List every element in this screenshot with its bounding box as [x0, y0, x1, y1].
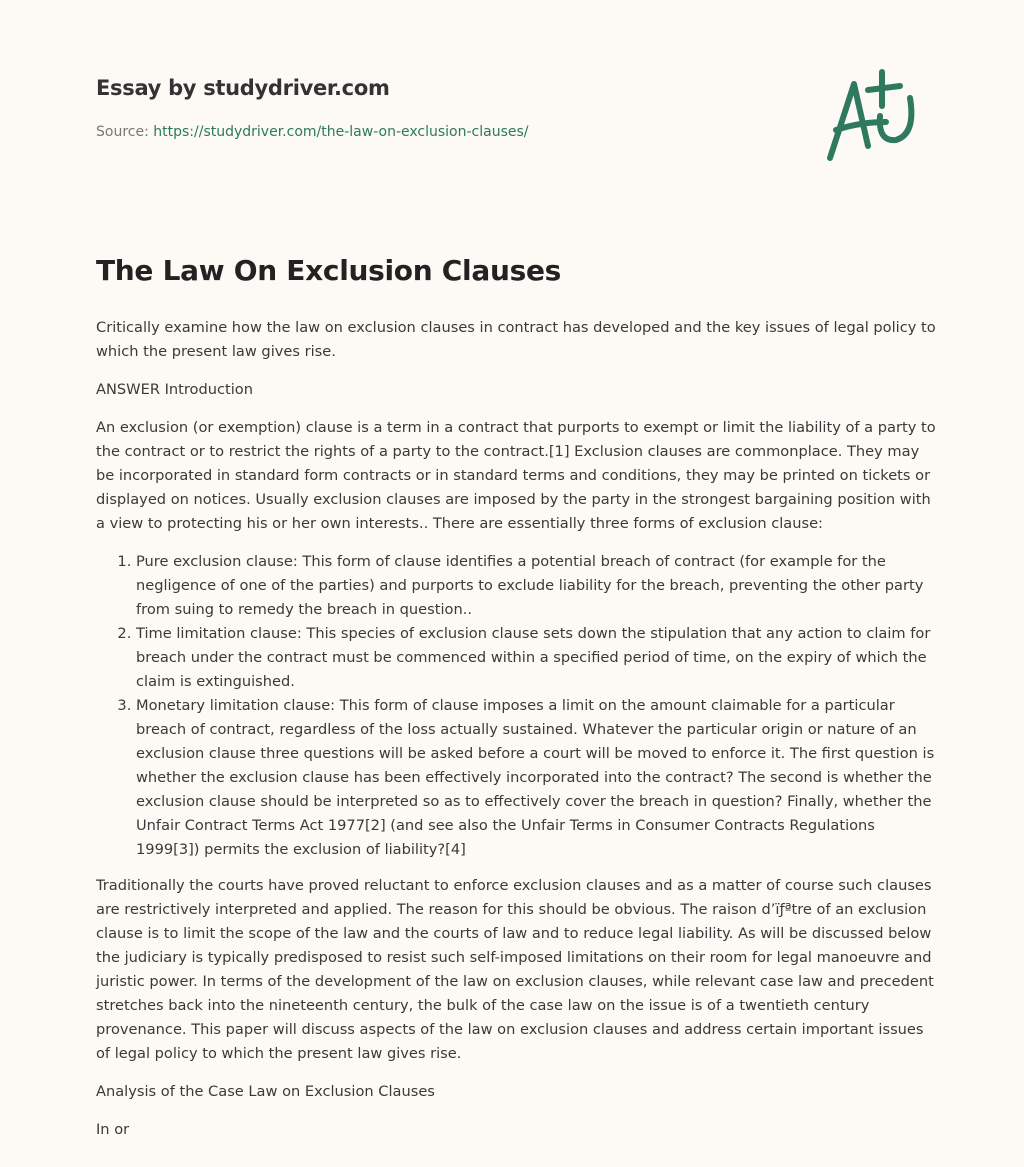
body-paragraph: Traditionally the courts have proved reluctant to enforce exclusion clauses and as a matter of course such clauses are restrictively interpreted and applied. The reason for this should be obvious. The raison d’ïƒªtre of an exclusion clause is to limit the scope of the law and the courts of law and to reduce legal liability. As will be discussed below the judiciary is typically predisposed to resist such self-imposed limitations on their room for legal manoeuvre and juristic power. In terms of the development of the law on exclusion clauses, while relevant case law and precedent stretches back into the nineteenth century, the bulk of the case law on the issue is of a twentieth century provenance. This paper will discuss aspects of the law on exclusion clauses and address certain important issues of legal policy to which the present law gives rise. [96, 877, 934, 1062]
truncated-paragraph: In or [96, 1121, 130, 1138]
essay-body [96, 316, 936, 1156]
list-item: 1. Pure exclusion clause: This form of clause identifies a potential breach of contract (for example for the negligence of one of the parties) and purports to exclude liability for the breach, preventing the other party from suing to remedy the breach in question.. [136, 550, 936, 622]
section-heading: Analysis of the Case Law on Exclusion Clauses [96, 1083, 435, 1100]
list-item: 3. Monetary limitation clause: This form of clause imposes a limit on the amount claimable for a particular breach of contract, regardless of the loss actually sustained. Whatever the particular origin or nature of an exclusion clause three questions will be asked before a court will be moved to enforce it. The first question is whether the exclusion clause has been effectively incorporated into the contract? The second is whether the exclusion clause should be interpreted so as to effectively cover the breach in question? Finally, whether the Unfair Contract Terms Act 1977[2] (and see also the Unfair Terms in Consumer Contracts Regulations 1999[3]) permits the exclusion of liability?[4] [136, 694, 936, 862]
site-brand: Essay by studydriver.com [96, 76, 390, 100]
exclusion-forms-list [96, 550, 936, 862]
intro-paragraph: An exclusion (or exemption) clause is a term in a contract that purports to exempt or limit the liability of a party to the contract or to restrict the rights of a party to the contract.[1] Exclusion clauses are commonplace. They may be incorporated in standard form contracts or in standard terms and conditions, they may be printed on tickets or displayed on notices. Usually exclusion clauses are imposed by the party in the strongest bargaining position with a view to protecting his or her own interests.. There are essentially three forms of exclusion clause: [96, 419, 936, 532]
source-label: Source: [96, 124, 149, 140]
source-line [96, 124, 529, 140]
list-item: 2. Time limitation clause: This species of exclusion clause sets down the stipulation that any action to claim for breach under the contract must be commenced within a specified period of time, on the expiry of which the claim is extinguished. [136, 622, 936, 694]
page-title: The Law On Exclusion Clauses [96, 254, 562, 287]
source-link[interactable]: https://studydriver.com/the-law-on-exclusion-clauses/ [153, 124, 529, 140]
answer-heading: ANSWER Introduction [96, 381, 253, 398]
prompt-paragraph: Critically examine how the law on exclusion clauses in contract has developed and the key issues of legal policy to which the present law gives rise. [96, 319, 936, 360]
a-plus-logo-icon [820, 68, 930, 164]
